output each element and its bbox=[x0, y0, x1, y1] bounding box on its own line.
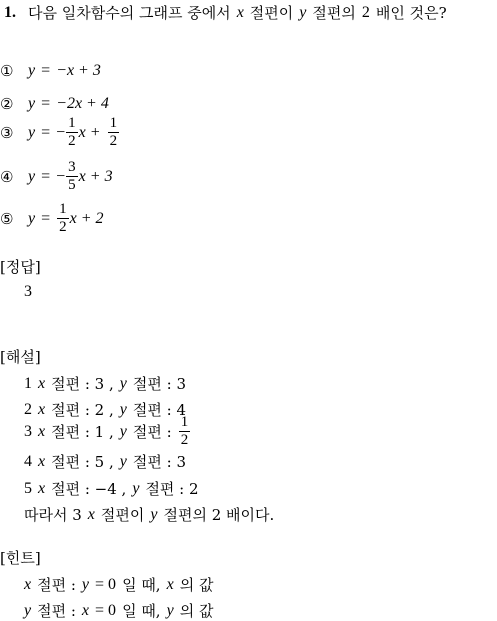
question-number-two: 2 bbox=[361, 3, 370, 21]
line-number: 5 bbox=[24, 479, 32, 497]
numerator: 1 bbox=[180, 414, 189, 430]
hint-text-2: 일 때, bbox=[122, 602, 161, 620]
question-line bbox=[4, 2, 447, 23]
x-intercept-text: 절편 : 2 , bbox=[51, 401, 114, 419]
explanation-line-5 bbox=[24, 478, 199, 499]
var-y: y bbox=[119, 400, 127, 418]
hint-text-2: 일 때, bbox=[122, 576, 161, 594]
var-x: x bbox=[38, 374, 46, 392]
numerator: 1 bbox=[109, 115, 118, 131]
var-x: x bbox=[236, 3, 244, 21]
hint-text-3: 의 값 bbox=[179, 576, 214, 594]
var-y: y bbox=[119, 422, 127, 440]
option-5[interactable] bbox=[0, 202, 104, 235]
option-4[interactable] bbox=[0, 160, 113, 193]
question-text-2: 절편이 bbox=[249, 4, 294, 22]
line-number: 1 bbox=[24, 374, 32, 392]
numerator: 1 bbox=[68, 115, 76, 131]
var-x: x bbox=[38, 400, 46, 418]
option-marker: ④ bbox=[0, 167, 14, 186]
var-y: y bbox=[299, 3, 307, 21]
numerator: 3 bbox=[68, 159, 76, 175]
y-intercept-text: 절편 : 2 bbox=[145, 480, 199, 498]
eq-term: x + 3 bbox=[78, 167, 113, 185]
denominator: 2 bbox=[68, 133, 76, 149]
y-intercept-text: 절편 : 3 bbox=[132, 375, 186, 393]
fraction bbox=[179, 415, 191, 448]
denominator: 2 bbox=[109, 133, 118, 149]
option-marker: ② bbox=[0, 95, 14, 113]
var-x: x bbox=[38, 479, 46, 497]
eq-rhs: −2x + 4 bbox=[56, 95, 109, 112]
eq-sign: = bbox=[41, 167, 51, 185]
hint-text: 절편 : bbox=[37, 576, 76, 594]
minus-sign: − bbox=[56, 167, 66, 185]
hint-text-3: 의 값 bbox=[179, 602, 214, 620]
numerator: 1 bbox=[59, 201, 67, 217]
var-x: x bbox=[24, 575, 32, 593]
question-text-end: 배인 것은? bbox=[375, 4, 447, 22]
eq-lhs: y bbox=[28, 123, 36, 141]
denominator: 5 bbox=[68, 177, 76, 193]
answer-value: 3 bbox=[24, 283, 32, 300]
eq-sign: = bbox=[41, 123, 51, 141]
minus-sign: − bbox=[56, 123, 66, 141]
hint-label: [힌트] bbox=[0, 549, 41, 567]
var-x: x bbox=[81, 601, 90, 619]
denominator: 2 bbox=[180, 432, 189, 448]
var-y: y bbox=[119, 374, 127, 392]
eq-term: x + 2 bbox=[69, 209, 104, 227]
eq-lhs: y bbox=[28, 209, 36, 227]
conclusion-text: 따라서 3 bbox=[24, 506, 82, 524]
x-intercept-text: 절편 : 5 , bbox=[51, 453, 114, 471]
explanation-line-3 bbox=[24, 415, 191, 448]
option-2[interactable] bbox=[0, 95, 109, 113]
eq-lhs: y bbox=[28, 167, 36, 185]
eq-lhs: y bbox=[28, 95, 36, 112]
eq-zero: = 0 bbox=[95, 601, 117, 619]
eq-sign: = bbox=[41, 62, 51, 79]
eq-sign: = bbox=[41, 95, 51, 112]
eq-term: x + bbox=[78, 123, 101, 141]
explanation-label: [해설] bbox=[0, 348, 41, 366]
line-number: 4 bbox=[24, 452, 32, 470]
question-text: 다음 일차함수의 그래프 중에서 bbox=[28, 4, 231, 22]
y-intercept-text: 절편 : 4 bbox=[132, 401, 186, 419]
var-x: x bbox=[87, 505, 95, 523]
y-intercept-text: 절편 : 3 bbox=[132, 453, 186, 471]
var-y: y bbox=[119, 452, 127, 470]
option-marker: ③ bbox=[0, 123, 14, 142]
fraction bbox=[66, 116, 78, 149]
denominator: 2 bbox=[59, 219, 67, 235]
question-text-3: 절편의 bbox=[312, 4, 356, 22]
x-intercept-text: 절편 : 1 , bbox=[51, 423, 114, 441]
question-number: 1. bbox=[4, 3, 16, 21]
option-marker: ⑤ bbox=[0, 209, 14, 228]
conclusion-text-3: 절편의 2 배이다. bbox=[163, 506, 275, 524]
option-1[interactable] bbox=[0, 62, 101, 80]
x-intercept-text: 절편 : 3 , bbox=[51, 375, 114, 393]
answer-label: [정답] bbox=[0, 258, 41, 276]
explanation-conclusion bbox=[24, 504, 274, 525]
fraction bbox=[108, 116, 120, 149]
var-y: y bbox=[166, 601, 174, 619]
option-3[interactable] bbox=[0, 116, 120, 149]
var-y: y bbox=[150, 505, 158, 523]
var-x: x bbox=[166, 575, 174, 593]
eq-sign: = bbox=[41, 209, 51, 227]
hint-text: 절편 : bbox=[37, 602, 76, 620]
var-y: y bbox=[132, 479, 140, 497]
option-marker: ① bbox=[0, 62, 14, 80]
var-x: x bbox=[38, 452, 46, 470]
fraction bbox=[66, 160, 78, 193]
eq-rhs: −x + 3 bbox=[56, 62, 101, 79]
line-number: 3 bbox=[24, 422, 32, 440]
explanation-line-4 bbox=[24, 451, 186, 472]
explanation-line-1 bbox=[24, 373, 186, 394]
var-y: y bbox=[24, 601, 32, 619]
eq-lhs: y bbox=[28, 62, 36, 79]
x-intercept-text: 절편 : −4 , bbox=[51, 480, 127, 498]
hint-line-1 bbox=[24, 574, 213, 595]
var-x: x bbox=[38, 422, 46, 440]
fraction bbox=[57, 202, 69, 235]
y-intercept-text: 절편 : bbox=[132, 423, 172, 441]
line-number: 2 bbox=[24, 400, 32, 418]
conclusion-text-2: 절편이 bbox=[100, 506, 145, 524]
eq-zero: = 0 bbox=[95, 575, 117, 593]
var-y: y bbox=[81, 575, 90, 593]
